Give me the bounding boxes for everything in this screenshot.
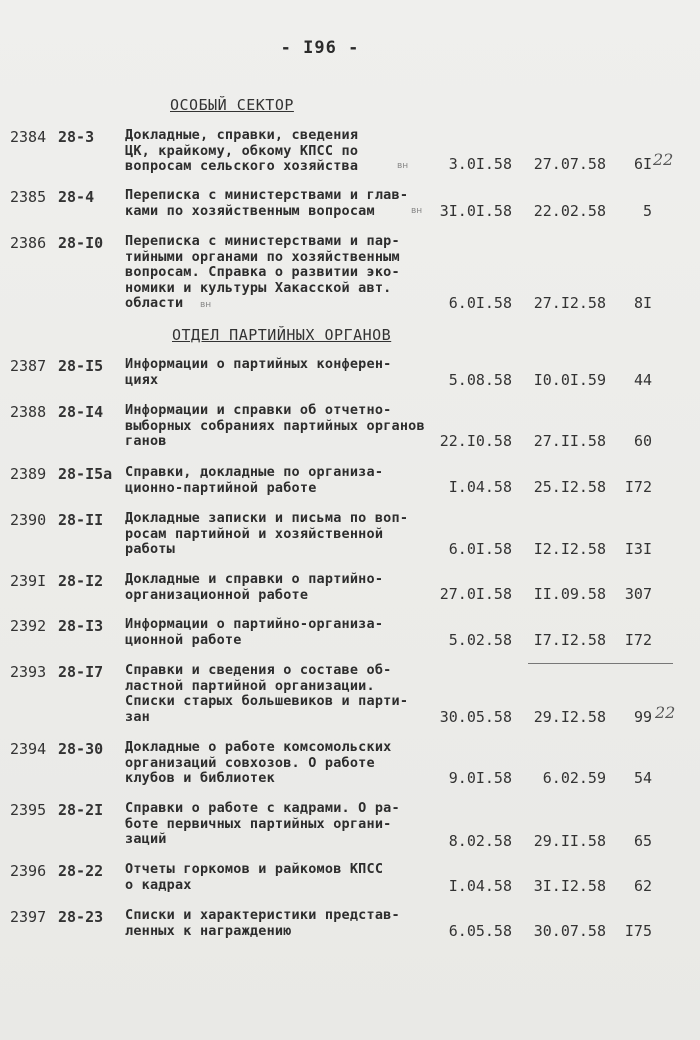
section-title-special: ОСОБЫЙ СЕКТОР (170, 96, 294, 114)
entry-code: 28-I4 (58, 403, 104, 421)
entry-number: 2394 (10, 740, 47, 758)
entry-code: 28-I2 (58, 572, 104, 590)
entry-number: 2388 (10, 403, 47, 421)
entry-code: 28-II (58, 511, 104, 529)
entry-sheet-count: 54 (633, 769, 652, 787)
entry-sheet-count: 99 (633, 708, 652, 726)
entry-start-date: I.04.58 (448, 877, 512, 895)
entry-code: 28-3 (58, 128, 95, 146)
section-title-party-organs: ОТДЕЛ ПАРТИЙНЫХ ОРГАНОВ (172, 326, 392, 344)
entry-sheet-count: I72 (624, 478, 652, 496)
entry-end-date: 3I.I2.58 (533, 877, 606, 895)
entry-start-date: 22.I0.58 (439, 432, 512, 450)
entry-number: 2396 (10, 862, 47, 880)
divider-line (528, 663, 673, 664)
entry-start-date: 5.02.58 (448, 631, 512, 649)
entry-end-date: 27.I2.58 (533, 294, 606, 312)
entry-code: 28-22 (58, 862, 104, 880)
entry-code: 28-I7 (58, 663, 104, 681)
entry-code: 28-I0 (58, 234, 104, 252)
entry-end-date: 6.02.59 (542, 769, 606, 787)
entry-end-date: I0.0I.59 (533, 371, 606, 389)
entry-description: Переписка с министерствами и пар- тийными органами по хозяйственным вопросам. Справка о развитии эко- номики и культуры Хакасской авт. области (125, 233, 400, 311)
entry-code: 28-23 (58, 908, 104, 926)
entry-description: Справки о работе с кадрами. О ра- боте первичных партийных органи- заций (125, 800, 400, 847)
entry-number: 2392 (10, 617, 47, 635)
entry-sheet-count: I75 (624, 922, 652, 940)
entry-code: 28-I5 (58, 357, 104, 375)
page-number: - I96 - (280, 38, 360, 58)
entry-description: Докладные и справки о партийно- организационной работе (125, 571, 384, 603)
entry-end-date: 27.07.58 (533, 155, 606, 173)
entry-end-date: 27.II.58 (533, 432, 606, 450)
entry-start-date: 27.0I.58 (439, 585, 512, 603)
entry-description: Списки и характеристики представ- ленных к награждению (125, 907, 400, 939)
entry-end-date: 30.07.58 (533, 922, 606, 940)
entry-start-date: 3.0I.58 (448, 155, 512, 173)
entry-number: 2389 (10, 465, 47, 483)
entry-end-date: 29.I2.58 (533, 708, 606, 726)
entry-start-date: 6.0I.58 (448, 540, 512, 558)
entry-sheet-count: 60 (633, 432, 652, 450)
entry-start-date: I.04.58 (448, 478, 512, 496)
entry-description: Докладные, справки, сведения ЦК, крайкому, обкому КПСС по вопросам сельского хозяйства (125, 127, 359, 174)
entry-description: Переписка с министерствами и глав- ками по хозяйственным вопросам (125, 187, 409, 219)
entry-mark: вн (411, 206, 423, 216)
entry-number: 2387 (10, 357, 47, 375)
entry-number: 2393 (10, 663, 47, 681)
entry-number: 2397 (10, 908, 47, 926)
entry-sheet-count: 44 (633, 371, 652, 389)
entry-code: 28-4 (58, 188, 95, 206)
entry-code: 28-2I (58, 801, 104, 819)
handwritten-note: 22 (655, 703, 676, 722)
entry-sheet-count: I3I (624, 540, 652, 558)
entry-start-date: 8.02.58 (448, 832, 512, 850)
entry-number: 2384 (10, 128, 47, 146)
entry-description: Справки, докладные по организа- ционно-партийной работе (125, 464, 384, 496)
entry-description: Информации и справки об отчетно- выборных собраниях партийных органов ганов (125, 402, 425, 449)
entry-end-date: 22.02.58 (533, 202, 606, 220)
entry-description: Докладные записки и письма по воп- росам партийной и хозяйственной работы (125, 510, 409, 557)
entry-sheet-count: 5 (642, 202, 652, 220)
entry-start-date: 9.0I.58 (448, 769, 512, 787)
entry-description: Информации о партийно-организа- ционной работе (125, 616, 384, 648)
entry-start-date: 30.05.58 (439, 708, 512, 726)
entry-code: 28-I5а (58, 465, 113, 483)
entry-description: Отчеты горкомов и райкомов КПСС о кадрах (125, 861, 384, 893)
entry-end-date: I7.I2.58 (533, 631, 606, 649)
entry-code: 28-I3 (58, 617, 104, 635)
entry-number: 2395 (10, 801, 47, 819)
entry-start-date: 6.0I.58 (448, 294, 512, 312)
entry-sheet-count: 307 (624, 585, 652, 603)
entry-sheet-count: I72 (624, 631, 652, 649)
entry-mark: вн (200, 300, 212, 310)
entry-sheet-count: 62 (633, 877, 652, 895)
entry-mark: вн (397, 161, 409, 171)
entry-description: Справки и сведения о составе об- ластной партийной организации. Списки старых большевиков и парти- зан (125, 662, 409, 725)
entry-start-date: 6.05.58 (448, 922, 512, 940)
entry-number: 2390 (10, 511, 47, 529)
entry-end-date: I2.I2.58 (533, 540, 606, 558)
entry-start-date: 3I.0I.58 (439, 202, 512, 220)
entry-sheet-count: 8I (633, 294, 652, 312)
entry-number: 2386 (10, 234, 47, 252)
entry-end-date: II.09.58 (533, 585, 606, 603)
entry-end-date: 25.I2.58 (533, 478, 606, 496)
entry-sheet-count: 6I (633, 155, 652, 173)
entry-start-date: 5.08.58 (448, 371, 512, 389)
entry-end-date: 29.II.58 (533, 832, 606, 850)
entry-description: Докладные о работе комсомольских организаций совхозов. О работе клубов и библиотек (125, 739, 392, 786)
handwritten-note: 22 (653, 150, 674, 169)
entry-sheet-count: 65 (633, 832, 652, 850)
entry-description: Информации о партийных конферен- циях (125, 356, 392, 388)
entry-number: 2385 (10, 188, 47, 206)
entry-code: 28-30 (58, 740, 104, 758)
entry-number: 239I (10, 572, 47, 590)
